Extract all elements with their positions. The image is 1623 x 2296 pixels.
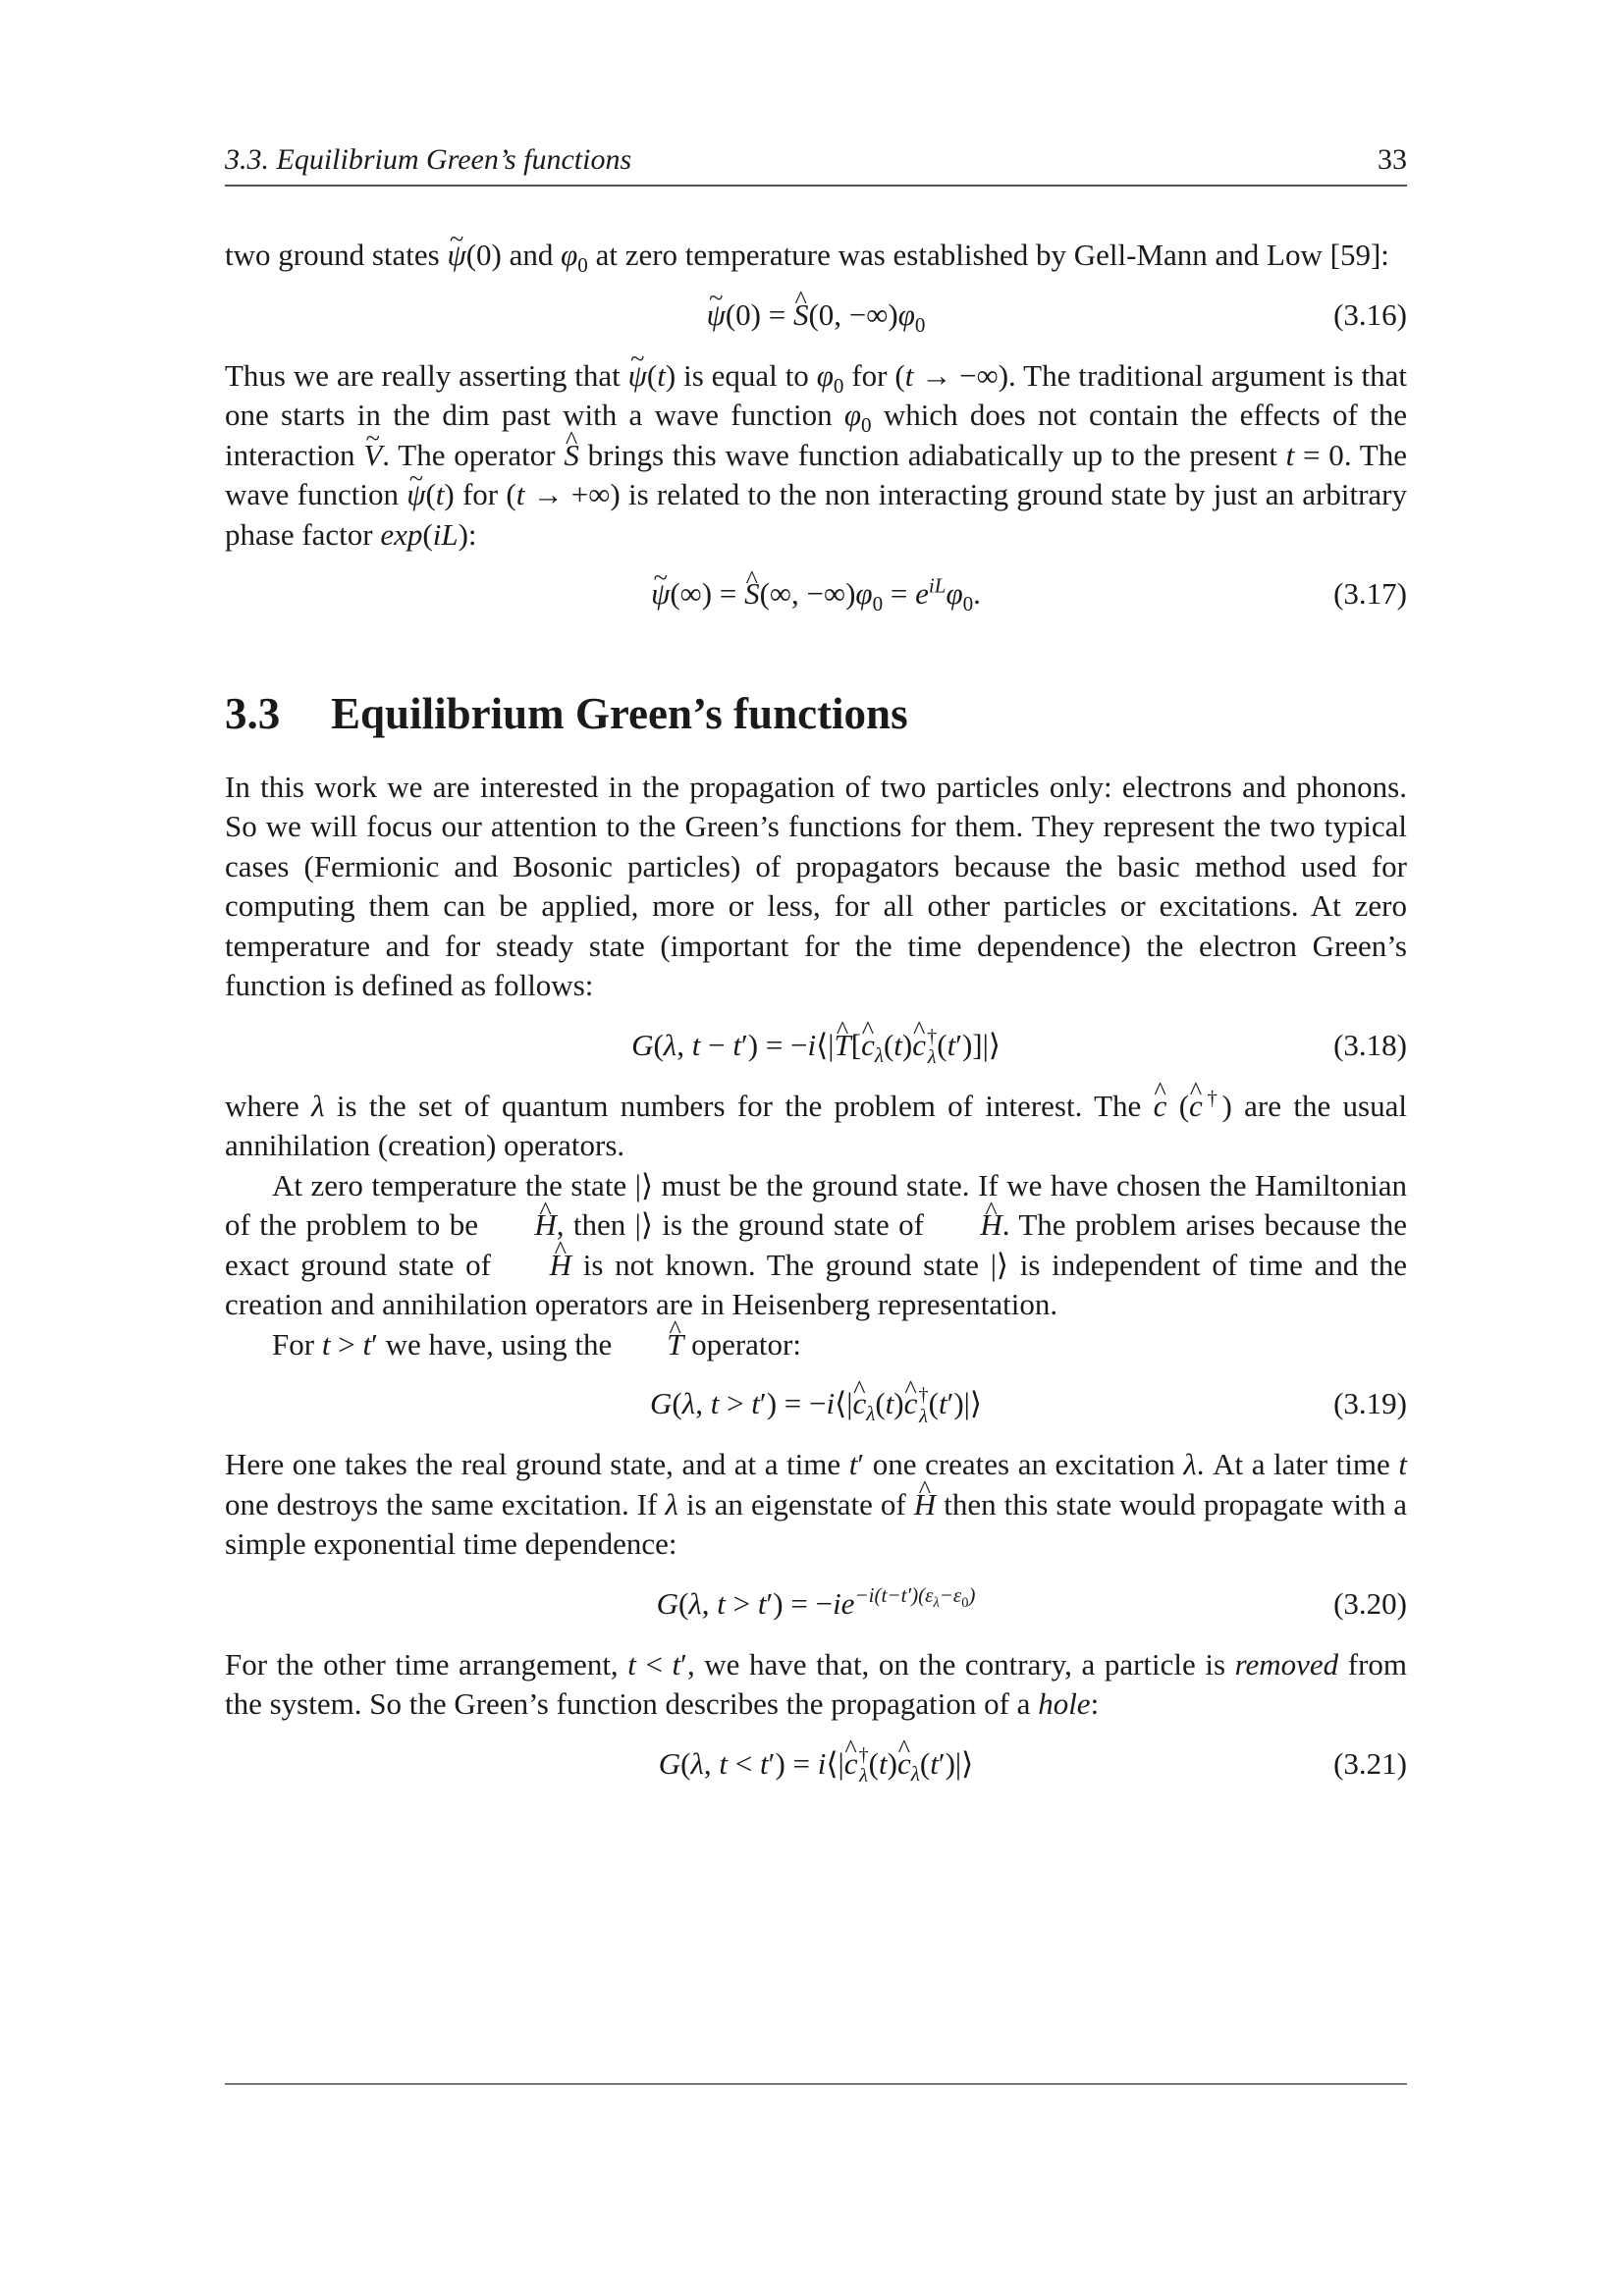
section-number: 3.3 — [225, 689, 281, 738]
section-title: Equilibrium Green’s functions — [331, 689, 908, 738]
equation-3-20: G(λ, $t > t') = -ie^{-i(t-t')(\varepsilon_\lambda-\varepsilon_0)}$ (3.20) — [225, 1584, 1407, 1624]
paragraph-gell-mann-low: two ground states ψ ~(0) and $\varphi_0$ at zero temperature was established by Gell-Mann and Low [59]: — [225, 236, 1407, 276]
equation-number: (3.17) — [1333, 576, 1407, 611]
paragraph-adiabatic: Thus we are really asserting that ψ ~(t) is equal to $\varphi_0$ for (t → −∞). The traditional argument is that one starts in the dim past with a wave function $\varphi_0$ which does not contain the effects of the interaction V ~. The operator S ^ brings this wave function adiabatically up to the present t = 0. The wave function ψ ~(t) for (t → +∞) is related to the non interacting ground state by just an arbitrary phase factor exp(iL): — [225, 356, 1407, 556]
equation-number: (3.20) — [1333, 1585, 1407, 1621]
paragraph-intro: In this work we are interested in the propagation of two particles only: electrons and phonons. So we will focus our attention to the Green’s functions for them. They represent the two typical cases (Fermionic and Bosonic particles) of propagators because the basic method used for computing them can be applied, more or less, for all other particles or excitations. At zero temperature and for steady state (important for the time dependence) the electron Green’s function is defined as follows: — [225, 769, 1407, 1002]
paragraph-t-greater: For t > t′ we have, using the T ^ operator: — [225, 1325, 1407, 1365]
page-number: 33 — [1378, 143, 1407, 176]
running-head — [225, 137, 1407, 187]
paragraph-ground-state: At zero temperature the state |⟩ must be the ground state. If we have chosen the Hamiltonian of the problem to be H ^, then |⟩ is the ground state of H ^. The problem arises because the exact ground state of H ^ is not known. The ground state |⟩ is independent of time and the creation and annihilation operators are in Heisenberg representation. — [225, 1166, 1407, 1325]
paragraph-excitation: Here one takes the real ground state, and at a time t′ one creates an excitation λ. At a later time t one destroys the same excitation. If λ is an eigenstate of H ^ then this state would propagate with a simple exponential time dependence: — [225, 1445, 1407, 1565]
paper-page — [225, 0, 1407, 2296]
equation-3-21: G(λ, t < t′) = i⟨|c ^ † λ (t)c $\^{}_\lambda(t')|⟩$ (3.21) — [225, 1744, 1407, 1784]
paragraph-hole: For the other time arrangement, t < t′, we have that, on the contrary, a particle is removed from the system. So the Green’s function describes the propagation of a hole: — [225, 1646, 1408, 1721]
paragraph-quantum-numbers: where λ is the set of quantum numbers for the problem of interest. The c ^ (c ^†) are the usual annihilation (creation) operators. — [225, 1087, 1407, 1166]
equation-3-19: G(λ, t > t′) = −i⟨|c $\^{}_\lambda(t)c$ ^ † λ (t′)|⟩ (3.19) — [225, 1384, 1407, 1423]
equation-3-17: ψ ~(∞) = S ^(∞, $-\infty)\varphi_0 = e^{iL}\varphi_0$. (3.17) — [225, 574, 1407, 614]
equation-number: (3.19) — [1333, 1386, 1407, 1420]
footer-rule — [225, 2083, 1407, 2085]
equation-number: (3.18) — [1333, 1027, 1407, 1062]
equation-number: (3.16) — [1333, 296, 1407, 332]
page-body — [225, 236, 1407, 1805]
section-heading — [225, 689, 1407, 738]
equation-3-18: G(λ, t − t′) = −i⟨|T ^[c $\^{}_\lambda(t)c$ ^ † λ (t′)]|⟩ (3.18) — [225, 1026, 1407, 1065]
running-head-title: 3.3. Equilibrium Green’s functions — [225, 143, 632, 176]
equation-number: (3.21) — [1333, 1745, 1407, 1781]
equation-3-16: ψ ~(0) = S ^(0, $-\infty)\varphi_0$ (3.16) — [225, 295, 1407, 335]
